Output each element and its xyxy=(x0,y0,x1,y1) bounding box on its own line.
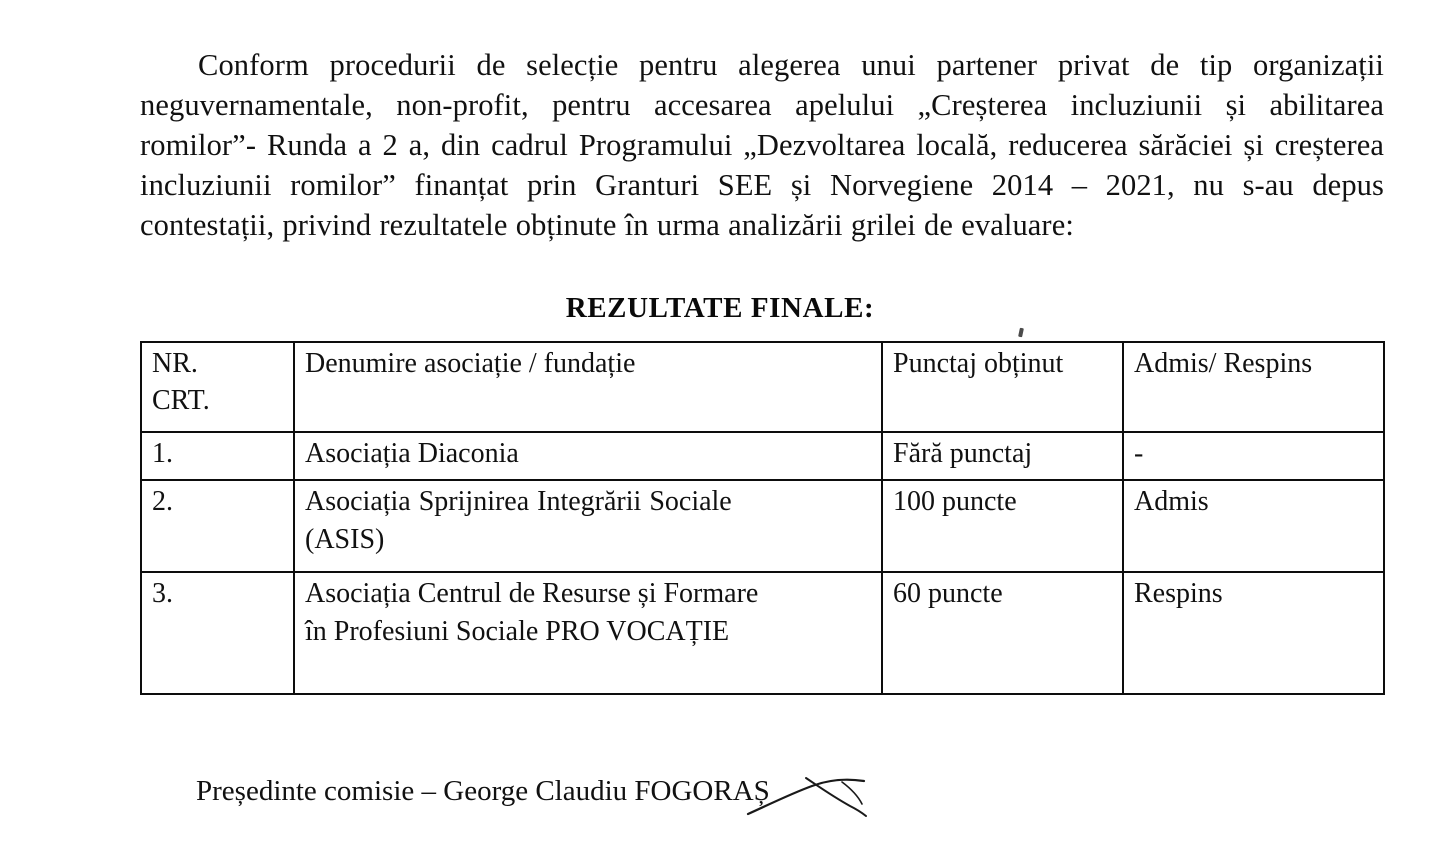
column-header-nr-crt-line2: CRT. xyxy=(152,385,210,416)
row-organisation-name xyxy=(294,480,882,572)
row-status: Respins xyxy=(1123,572,1384,694)
row-organisation-name xyxy=(294,572,882,694)
row-organisation-name-line1: Asociația Centrul de Resurse și Formare xyxy=(305,578,759,609)
results-table xyxy=(140,341,1385,695)
row-organisation-name xyxy=(294,432,882,480)
row-score: Fără punctaj xyxy=(882,432,1123,480)
column-header-name: Denumire asociație / fundație xyxy=(294,342,882,432)
row-status: Admis xyxy=(1123,480,1384,572)
table-row xyxy=(141,480,1384,572)
scan-speck-mark xyxy=(1018,328,1024,338)
table-row xyxy=(141,432,1384,480)
signature-role: Președinte comisie – xyxy=(196,775,444,807)
column-header-status: Admis/ Respins xyxy=(1123,342,1384,432)
row-status: - xyxy=(1123,432,1384,480)
row-number: 1. xyxy=(141,432,294,480)
table-row xyxy=(141,572,1384,694)
results-title: REZULTATE FINALE: xyxy=(565,292,875,324)
row-number: 2. xyxy=(141,480,294,572)
column-header-score: Punctaj obținut xyxy=(882,342,1123,432)
table-header-row xyxy=(141,342,1384,432)
row-organisation-name-line2: în Profesiuni Sociale PRO VOCAȚIE xyxy=(305,616,730,647)
column-header-nr-crt xyxy=(141,342,294,432)
row-organisation-name-line1: Asociația Diaconia xyxy=(305,438,519,469)
row-organisation-name-line1: Asociația Sprijnirea Integrării Sociale xyxy=(305,486,732,517)
row-score: 100 puncte xyxy=(882,480,1123,572)
row-organisation-name-line2: (ASIS) xyxy=(305,524,385,555)
signature-name-wrapper xyxy=(443,773,770,809)
row-number: 3. xyxy=(141,572,294,694)
signature-line xyxy=(196,773,770,809)
signature-person-name: George Claudiu FOGORAȘ xyxy=(443,775,770,807)
row-score: 60 puncte xyxy=(882,572,1123,694)
intro-paragraph: Conform procedurii de selecție pentru alegerea unui partener privat de tip organizații neguvernamentale, non-profit, pentru accesarea apelului „Creșterea incluziunii și abilitarea romilor”- Runda a 2 a, din cadrul Programului „Dezvoltarea locală, reducerea sărăciei și creșterea incluziunii romilor” finanțat prin Granturi SEE și Norvegiene 2014 – 2021, nu s-au depus contestații, privind rezultatele obținute în urma analizării grilei de evaluare: xyxy=(140,47,1384,242)
column-header-nr-crt-line1: NR. xyxy=(152,348,198,379)
